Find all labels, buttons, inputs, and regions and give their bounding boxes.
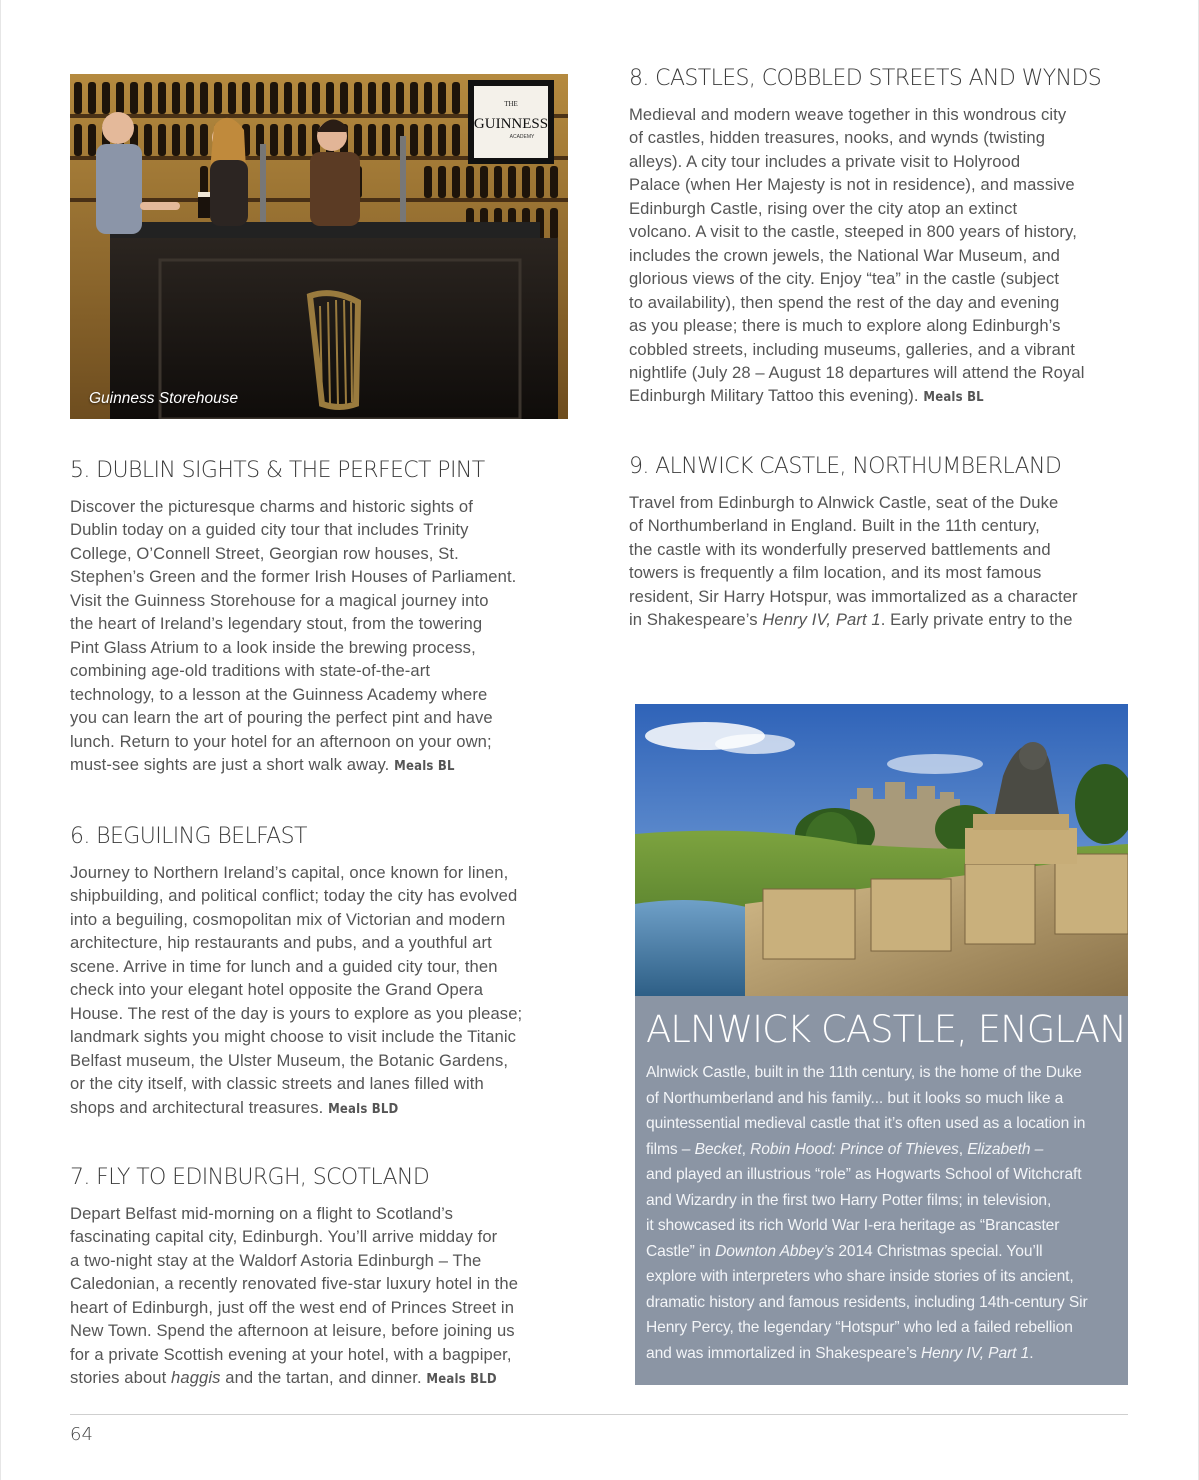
text-line: and Wizardry in the first two Harry Potter films; in television,	[646, 1191, 1052, 1209]
text-fragment: Edinburgh Military Tattoo this evening).	[629, 386, 919, 406]
text-fragment: . Early private entry to the	[880, 610, 1073, 630]
sign-guinness: GUINNESS	[473, 116, 549, 132]
text-line: Palace (when Her Majesty is not in residence), and massive	[629, 175, 1075, 195]
text-line: resident, Sir Harry Hotspur, was immortalized as a character	[629, 586, 1078, 606]
text-line: heart of Edinburgh, just off the west end of Princes Street in	[70, 1297, 515, 1317]
text-fragment: in Shakespeare’s	[629, 610, 763, 630]
text-line	[70, 1366, 518, 1391]
text-line: you can learn the art of pouring the perfect pint and have	[70, 708, 493, 728]
text-line: cobbled streets, including museums, galleries, and a vibrant	[629, 339, 1075, 359]
italic-text: Henry IV, Part 1	[921, 1344, 1030, 1362]
section-body	[70, 861, 522, 1121]
text-fragment: and the tartan, and dinner.	[220, 1368, 422, 1388]
section-body	[629, 491, 1078, 632]
section-8	[629, 66, 1101, 410]
text-line: shipbuilding, and political conflict; today the city has evolved	[70, 886, 518, 906]
text-line: of castles, hidden treasures, nooks, and wynds (twisting	[629, 128, 1046, 148]
alnwick-castle-photo	[635, 704, 1128, 996]
text-line: dramatic history and famous residents, including 14th-century Sir	[646, 1293, 1088, 1311]
section-title: 7. FLY TO EDINBURGH, SCOTLAND	[70, 1165, 430, 1190]
text-line: volcano. A visit to the castle, steeped in 800 years of history,	[629, 222, 1077, 242]
text-fragment: 2014 Christmas special. You’ll	[834, 1242, 1043, 1260]
text-fragment: and was immortalized in Shakespeare’s	[646, 1344, 922, 1362]
text-fragment: ,	[958, 1140, 968, 1158]
section-body	[70, 1202, 518, 1392]
text-line: Discover the picturesque charms and historic sights of	[70, 497, 473, 516]
text-line: College, O’Connell Street, Georgian row houses, St.	[70, 543, 459, 563]
text-line: landmark sights you might choose to visit include the Titanic	[70, 1027, 517, 1047]
text-fragment: Castle” in	[646, 1242, 716, 1260]
text-line: to availability), then spend the rest of the day and evening	[629, 292, 1060, 312]
photo-caption: Guinness Storehouse	[89, 390, 239, 407]
section-body	[70, 495, 516, 778]
text-line: Belfast museum, the Ulster Museum, the Botanic Gardens,	[70, 1050, 509, 1070]
text-line: combining age-old traditions with state-of-the-art	[70, 661, 431, 681]
text-line: Pint Glass Atrium to a look inside the brewing process,	[70, 637, 476, 657]
section-title: 8. CASTLES, COBBLED STREETS AND WYNDS	[629, 66, 1102, 91]
meals-label: Meals BL	[923, 390, 984, 406]
meals-label: Meals BLD	[426, 1372, 497, 1388]
section-title: 6. BEGUILING BELFAST	[70, 824, 307, 849]
text-line	[629, 384, 1101, 409]
text-line: Journey to Northern Ireland’s capital, once known for linen,	[70, 863, 509, 882]
text-line: explore with interpreters who share inside stories of its ancient,	[646, 1268, 1074, 1285]
italic-text: Becket	[694, 1140, 742, 1158]
section-7	[70, 1165, 518, 1392]
text-line: Henry Percy, the legendary “Hotspur” who led a failed rebellion	[646, 1319, 1073, 1336]
text-line: as you please; there is much to explore along Edinburgh’s	[629, 316, 1061, 336]
text-line: a two-night stay at the Waldorf Astoria Edinburgh – The	[70, 1250, 482, 1270]
italic-text: Downton Abbey’s	[715, 1242, 835, 1260]
text-line	[70, 753, 516, 778]
page-number: 64	[70, 1424, 93, 1445]
text-line	[646, 1341, 1118, 1367]
text-line: New Town. Spend the afternoon at leisure, before joining us	[70, 1321, 515, 1341]
section-5	[70, 458, 516, 778]
text-line: for a private Scottish evening at your hotel, with a bagpiper,	[70, 1344, 512, 1364]
guinness-photo-illustration	[70, 74, 568, 419]
section-title: 5. DUBLIN SIGHTS & THE PERFECT PINT	[70, 458, 485, 483]
text-line: technology, to a lesson at the Guinness Academy where	[70, 684, 488, 704]
text-line: Visit the Guinness Storehouse for a magical journey into	[70, 590, 489, 610]
alnwick-sidebar	[635, 996, 1154, 1385]
text-line: the castle with its wonderfully preserved battlements and	[629, 539, 1051, 559]
section-title: 9. ALNWICK CASTLE, NORTHUMBERLAND	[629, 454, 1062, 479]
text-line: Alnwick Castle, built in the 11th century, is the home of the Duke	[646, 1064, 1082, 1081]
sidebar-body	[646, 1060, 1118, 1366]
text-line: and played an illustrious “role” as Hogwarts School of Witchcraft	[646, 1166, 1082, 1183]
text-line: includes the crown jewels, the National War Museum, and	[629, 245, 1060, 265]
text-line: House. The rest of the day is yours to explore as you please;	[70, 1003, 523, 1023]
text-line: of Northumberland and his family... but it looks so much like a	[646, 1089, 1064, 1107]
text-line: the heart of Ireland’s legendary stout, from the towering	[70, 614, 483, 634]
text-line: it showcased its rich World War I-era heritage as “Brancaster	[646, 1217, 1060, 1234]
alnwick-photo-illustration	[635, 704, 1128, 996]
text-line: architecture, hip restaurants and pubs, and a youthful art	[70, 933, 492, 953]
text-line: scene. Arrive in time for lunch and a guided city tour, then	[70, 956, 498, 976]
text-line: towers is frequently a film location, and its most famous	[629, 563, 1042, 583]
sign-the: THE	[504, 100, 518, 108]
section-6	[70, 824, 522, 1121]
italic-text: Henry IV, Part 1	[762, 610, 881, 630]
text-line: of Northumberland in England. Built in the 11th century,	[629, 516, 1040, 536]
text-line: glorious views of the city. Enjoy “tea” in the castle (subject	[629, 269, 1060, 289]
text-fragment: films –	[646, 1140, 695, 1158]
text-fragment: must-see sights are just a short walk away.	[70, 754, 390, 774]
text-line: Edinburgh Castle, rising over the city atop an extinct	[629, 198, 1018, 218]
text-fragment: stories about	[70, 1368, 172, 1388]
text-line: Travel from Edinburgh to Alnwick Castle, seat of the Duke	[629, 493, 1059, 512]
text-line: Depart Belfast mid-morning on a flight to Scotland’s	[70, 1204, 454, 1223]
text-line: lunch. Return to your hotel for an afternoon on your own;	[70, 731, 492, 751]
text-line: Stephen’s Green and the former Irish Houses of Parliament.	[70, 567, 517, 587]
meals-label: Meals BLD	[328, 1101, 399, 1117]
text-line: nightlife (July 28 – August 18 departures will attend the Royal	[629, 362, 1085, 382]
section-9	[629, 454, 1078, 632]
text-line: fascinating capital city, Edinburgh. You’ll arrive midday for	[70, 1227, 498, 1247]
text-line	[70, 1096, 522, 1121]
footer-divider	[70, 1414, 1128, 1415]
text-line: Caledonian, a recently renovated five-star luxury hotel in the	[70, 1274, 519, 1294]
text-line: Dublin today on a guided city tour that includes Trinity	[70, 520, 469, 540]
text-fragment: ,	[741, 1140, 751, 1158]
sign-academy: ACADEMY	[509, 134, 535, 140]
text-line: into a beguiling, cosmopolitan mix of Victorian and modern	[70, 909, 506, 929]
sidebar-title: ALNWICK CASTLE, ENGLAND	[646, 1008, 1154, 1051]
text-line	[646, 1239, 1118, 1265]
text-line	[646, 1137, 1118, 1163]
text-line: quintessential medieval castle that it’s often used as a location in	[646, 1115, 1086, 1132]
guinness-storehouse-photo	[70, 74, 568, 419]
text-fragment: shops and architectural treasures.	[70, 1097, 324, 1117]
text-line: Medieval and modern weave together in this wondrous city	[629, 105, 1067, 124]
text-line: or the city itself, with classic streets and lanes filled with	[70, 1074, 484, 1094]
italic-text: Robin Hood: Prince of Thieves	[750, 1140, 959, 1158]
meals-label: Meals BL	[394, 758, 455, 774]
text-line	[629, 608, 1078, 631]
text-line: alleys). A city tour includes a private visit to Holyrood	[629, 151, 1021, 171]
section-body	[629, 103, 1101, 410]
text-line: check into your elegant hotel opposite the Grand Opera	[70, 980, 484, 1000]
italic-text: Elizabeth –	[967, 1140, 1044, 1158]
italic-text: haggis	[171, 1368, 221, 1388]
text-fragment: .	[1029, 1344, 1034, 1362]
